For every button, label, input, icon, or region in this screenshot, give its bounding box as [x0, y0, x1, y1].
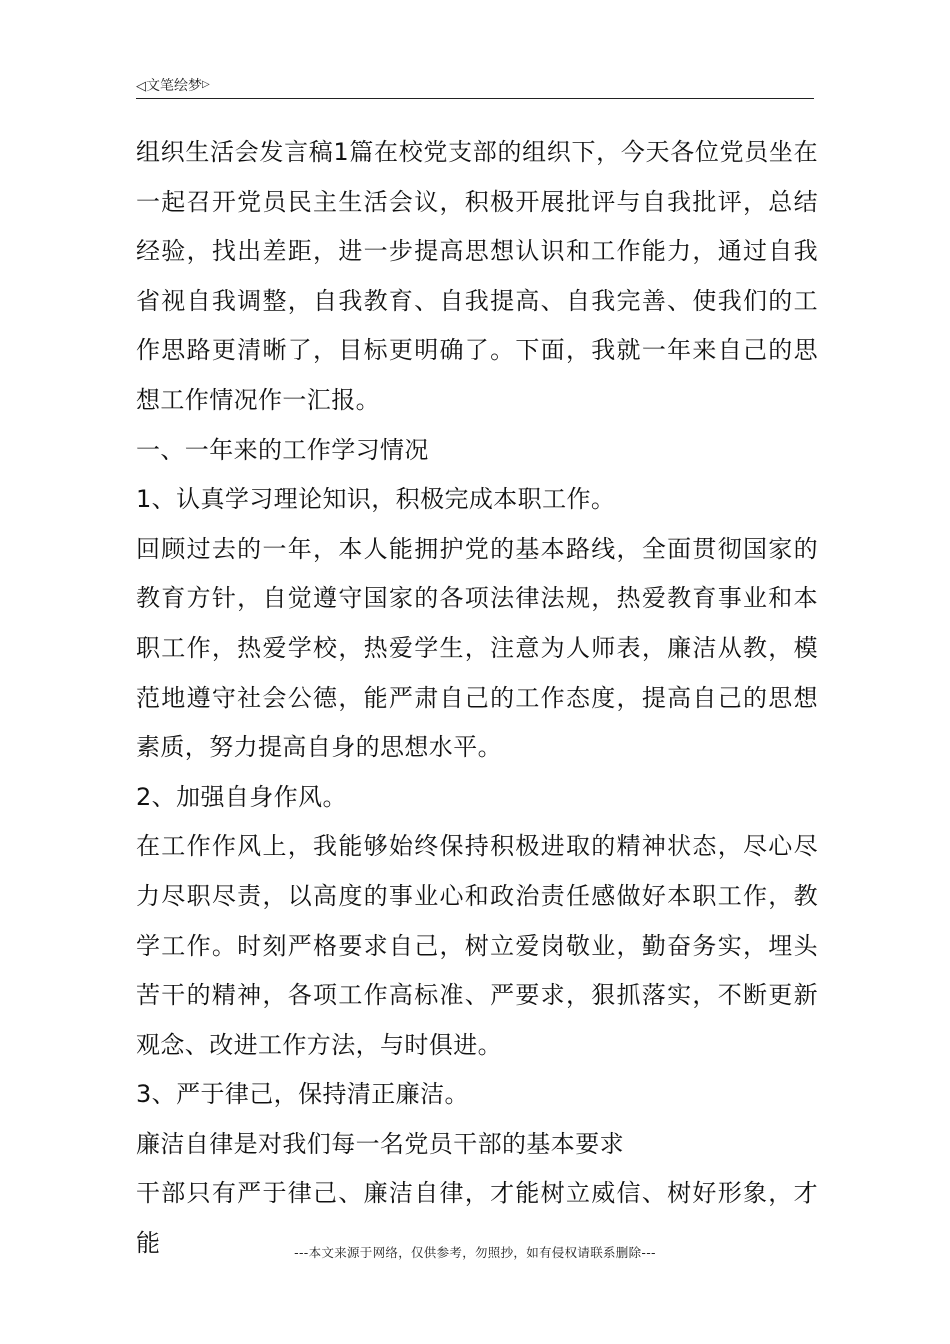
paragraph-1: 回顾过去的一年，本人能拥护党的基本路线，全面贯彻国家的教育方针，自觉遵守国家的各项法律法规，热爱教育事业和本职工作，热爱学校，热爱学生，注意为人师表，廉洁从教，模范地遵守社会公德，能严肃自己的工作态度，提高自己的思想素质，努力提高自身的思想水平。: [136, 534, 818, 762]
header-title: 文笔绘梦: [146, 78, 202, 94]
left-triangle-icon: ◁: [136, 79, 146, 94]
paragraph-4: 干部只有严于律己、廉洁自律，才能树立威信、树好形象，才能: [136, 1179, 818, 1258]
header-mark: [136, 76, 210, 96]
paragraph-intro: 组织生活会发言稿1篇在校党支部的组织下，今天各位党员坐在一起召开党员民主生活会议，积极开展批评与自我批评，总结经验，找出差距，进一步提高思想认识和工作能力，通过自我省视自我调整，自我教育、自我提高、自我完善、使我们的工作思路更清晰了，目标更明确了。下面，我就一年来自己的思想工作情况作一汇报。: [136, 138, 818, 414]
right-triangle-icon: ▷: [202, 79, 210, 90]
paragraph-2: 在工作作风上，我能够始终保持积极进取的精神状态，尽心尽力尽职尽责，以高度的事业心和政治责任感做好本职工作，教学工作。时刻严格要求自己，树立爱岗敬业，勤奋务实，埋头苦干的精神，各项工作高标准、严要求，狠抓落实，不断更新观念、改进工作方法，与时俱进。: [136, 832, 818, 1059]
page-footer: ---本文来源于网络，仅供参考，勿照抄，如有侵权请联系删除---: [294, 1245, 656, 1260]
paragraph-3: 廉洁自律是对我们每一名党员干部的基本要求: [136, 1129, 624, 1158]
document-body: [136, 128, 818, 1269]
section-heading-1: 一、一年来的工作学习情况: [136, 435, 429, 464]
subheading-2: 2、加强自身作风。: [136, 782, 347, 811]
subheading-1: 1、认真学习理论知识，积极完成本职工作。: [136, 485, 616, 514]
page-header: [136, 74, 814, 99]
subheading-3: 3、严于律己，保持清正廉洁。: [136, 1080, 469, 1109]
